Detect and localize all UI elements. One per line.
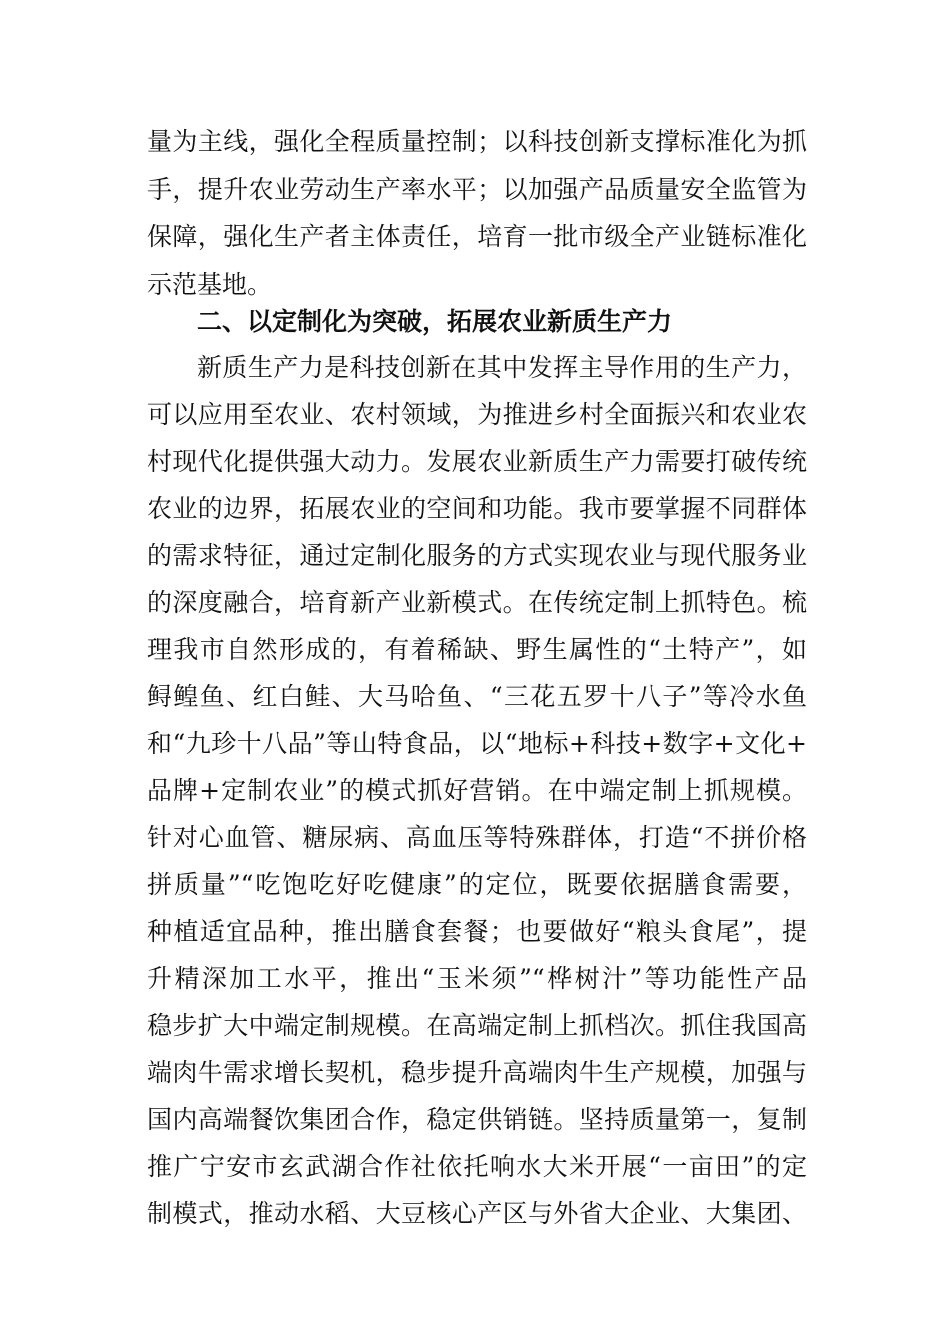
section-heading: 二、以定制化为突破，拓展农业新质生产力 xyxy=(197,307,673,336)
paragraph-line: 制模式，推动水稻、大豆核心产区与外省大企业、大集团、 xyxy=(147,1199,807,1228)
paragraph-line: 理我市自然形成的，有着稀缺、野生属性的“土特产”，如 xyxy=(147,635,807,664)
paragraph-line: 的需求特征，通过定制化服务的方式实现农业与现代服务业 xyxy=(147,541,807,570)
paragraph-line: 稳步扩大中端定制规模。在高端定制上抓档次。抓住我国高 xyxy=(147,1011,807,1040)
paragraph-line: 推广宁安市玄武湖合作社依托响水大米开展“一亩田”的定 xyxy=(147,1152,807,1181)
paragraph-line: 示范基地。 xyxy=(147,270,273,299)
paragraph-line: 针对心血管、糖尿病、高血压等特殊群体，打造“不拼价格 xyxy=(147,823,807,852)
paragraph-line: 鲟鳇鱼、红白鲑、大马哈鱼、“三花五罗十八子”等冷水鱼 xyxy=(147,682,807,711)
paragraph-line: 的深度融合，培育新产业新模式。在传统定制上抓特色。梳 xyxy=(147,588,807,617)
paragraph-line: 拼质量”“吃饱吃好吃健康”的定位，既要依据膳食需要， xyxy=(147,870,807,899)
paragraph-line: 升精深加工水平，推出“玉米须”“桦树汁”等功能性产品 xyxy=(147,964,807,993)
paragraph-line: 种植适宜品种，推出膳食套餐；也要做好“粮头食尾”，提 xyxy=(147,917,807,946)
paragraph-line: 新质生产力是科技创新在其中发挥主导作用的生产力， xyxy=(197,353,807,382)
paragraph-line: 保障，强化生产者主体责任，培育一批市级全产业链标准化 xyxy=(147,222,807,251)
paragraph-line: 端肉牛需求增长契机，稳步提升高端肉牛生产规模，加强与 xyxy=(147,1058,807,1087)
paragraph-line: 手，提升农业劳动生产率水平；以加强产品质量安全监管为 xyxy=(147,175,807,204)
paragraph-line: 农业的边界，拓展农业的空间和功能。我市要掌握不同群体 xyxy=(147,494,807,523)
paragraph-line: 量为主线，强化全程质量控制；以科技创新支撑标准化为抓 xyxy=(147,127,807,156)
paragraph-line: 品牌+定制农业”的模式抓好营销。在中端定制上抓规模。 xyxy=(147,776,807,805)
paragraph-line: 可以应用至农业、农村领域，为推进乡村全面振兴和农业农 xyxy=(147,400,807,429)
paragraph-line: 村现代化提供强大动力。发展农业新质生产力需要打破传统 xyxy=(147,447,807,476)
paragraph-line: 和“九珍十八品”等山特食品，以“地标+科技+数字+文化+ xyxy=(147,729,807,758)
paragraph-line: 国内高端餐饮集团合作，稳定供销链。坚持质量第一，复制 xyxy=(147,1105,807,1134)
